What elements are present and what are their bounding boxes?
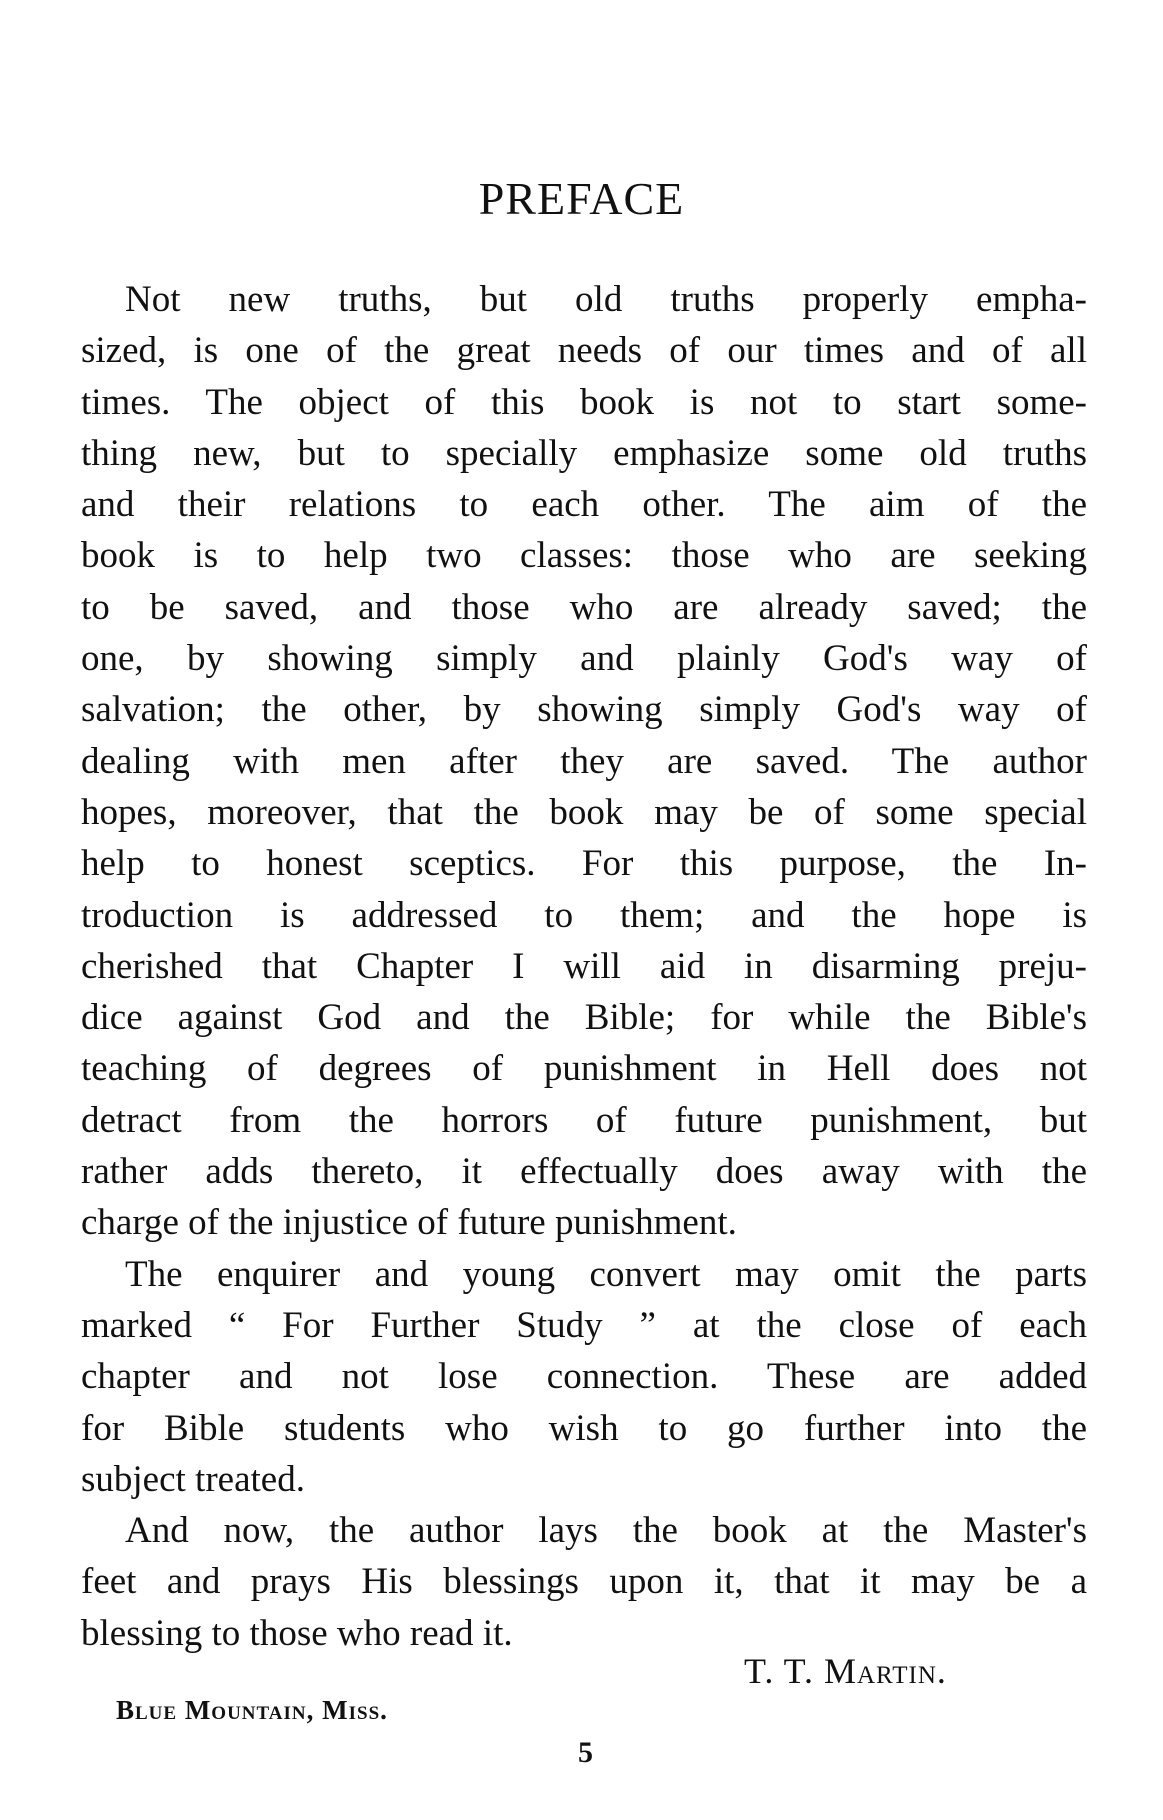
text-line: troduction is addressed to them; and the hope is [81, 894, 1087, 936]
text-line: salvation; the other, by showing simply God's way of [81, 689, 1087, 731]
text-line: And now, the author lays the book at the Master's [125, 1510, 1087, 1552]
text-line: cherished that Chapter I will aid in disarming preju- [81, 945, 1087, 987]
text-line: book is to help two classes: those who are seeking [81, 535, 1087, 577]
text-line: times. The object of this book is not to start some- [81, 381, 1087, 423]
page-title: PREFACE [478, 173, 685, 224]
text-line: feet and prays His blessings upon it, that it may be a [81, 1561, 1087, 1603]
text-line: thing new, but to specially emphasize some old truths [81, 432, 1087, 474]
text-line: marked “ For Further Study ” at the close of each [81, 1304, 1087, 1346]
author-signature: T. T. Martin. [744, 1651, 947, 1691]
text-line: Not new truths, but old truths properly empha- [125, 279, 1087, 320]
text-line: subject treated. [81, 1458, 305, 1500]
text-line: chapter and not lose connection. These are added [81, 1356, 1087, 1398]
place-line: Blue Mountain, Miss. [116, 1695, 388, 1725]
text-line: detract from the horrors of future punishment, but [81, 1099, 1087, 1141]
text-line: to be saved, and those who are already saved; the [81, 586, 1087, 628]
text-line: one, by showing simply and plainly God's way of [81, 638, 1087, 680]
text-line: help to honest sceptics. For this purpose, the In- [81, 843, 1087, 885]
page-number: 5 [578, 1736, 593, 1769]
text-line: The enquirer and young convert may omit the parts [125, 1253, 1087, 1295]
text-line: blessing to those who read it. [81, 1612, 513, 1654]
text-line: dice against God and the Bible; for while the Bible's [81, 997, 1087, 1039]
text-line: teaching of degrees of punishment in Hell does not [81, 1048, 1087, 1090]
text-line: hopes, moreover, that the book may be of some special [81, 791, 1087, 833]
text-line: and their relations to each other. The aim of the [81, 484, 1087, 526]
preface-body [81, 274, 1087, 1659]
text-line: charge of the injustice of future punishment. [81, 1202, 737, 1244]
text-line: for Bible students who wish to go further into the [81, 1407, 1087, 1449]
text-line: rather adds thereto, it effectually does away with the [81, 1151, 1087, 1193]
text-line: sized, is one of the great needs of our times and of all [81, 330, 1087, 372]
text-line: dealing with men after they are saved. The author [81, 740, 1087, 782]
